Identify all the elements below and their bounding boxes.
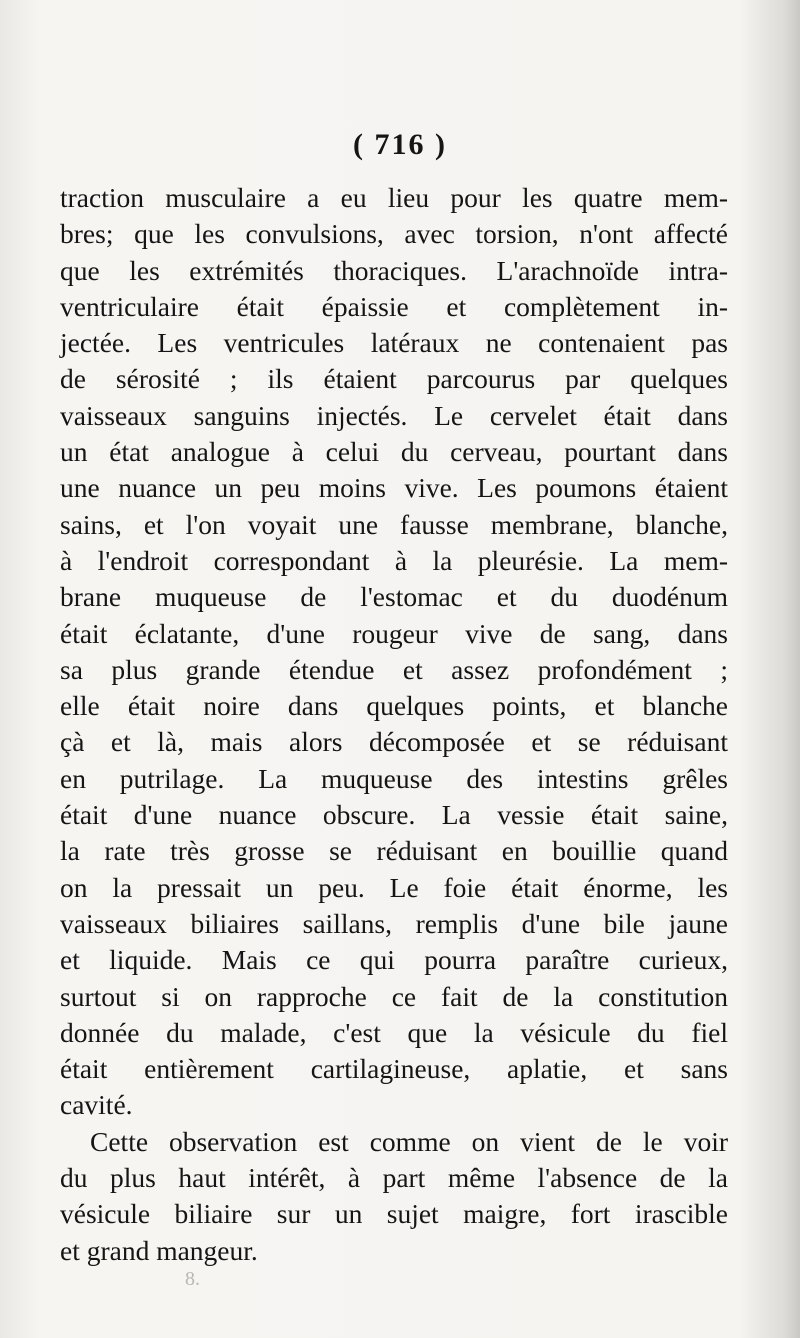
text-line: bres; que les convulsions, avec torsion, n'ont affecté xyxy=(60,218,728,250)
text-line: on la pressait un peu. Le foie était énorme, les xyxy=(60,871,728,903)
text-line: était entièrement cartilagineuse, aplatie, et sans xyxy=(60,1053,728,1085)
text-line: elle était noire dans quelques points, et blanche xyxy=(60,690,728,722)
text-line: la rate très grosse se réduisant en bouillie quand xyxy=(60,835,728,867)
text-line: sa plus grande étendue et assez profondément ; xyxy=(60,653,728,685)
paragraph-2 xyxy=(60,1124,728,1269)
text-line: ventriculaire était épaissie et complètement in- xyxy=(60,290,728,322)
text-line: en putrilage. La muqueuse des intestins grêles xyxy=(60,762,728,794)
page-number: ( 716 ) xyxy=(353,128,447,161)
text-line: sains, et l'on voyait une fausse membrane, blanche, xyxy=(60,508,728,540)
text-line: traction musculaire a eu lieu pour les quatre mem- xyxy=(60,182,728,213)
text-line: vaisseaux biliaires saillans, remplis d'une bile jaune xyxy=(60,907,728,939)
text-line: jectée. Les ventricules latéraux ne contenaient pas xyxy=(60,327,728,359)
text-line: du plus haut intérêt, à part même l'absence de la xyxy=(60,1162,728,1194)
text-line: que les extrémités thoraciques. L'arachnoïde intra- xyxy=(60,254,728,286)
text-line: à l'endroit correspondant à la pleurésie. La mem- xyxy=(60,544,728,576)
text-line: brane muqueuse de l'estomac et du duodénum xyxy=(60,581,728,613)
paragraph-1 xyxy=(60,180,728,1124)
body-text xyxy=(60,180,728,1269)
text-line: de sérosité ; ils étaient parcourus par quelques xyxy=(60,363,728,395)
text-line: vaisseaux sanguins injectés. Le cervelet était dans xyxy=(60,399,728,431)
text-line: cavité. xyxy=(60,1089,133,1121)
text-line: et liquide. Mais ce qui pourra paraître curieux, xyxy=(60,944,728,976)
text-line: et grand mangeur. xyxy=(60,1234,258,1266)
text-line: donnée du malade, c'est que la vésicule du fiel xyxy=(60,1016,728,1048)
text-line: vésicule biliaire sur un sujet maigre, fort irascible xyxy=(60,1198,728,1230)
text-line: un état analogue à celui du cerveau, pourtant dans xyxy=(60,436,728,468)
text-line: était d'une nuance obscure. La vessie était saine, xyxy=(60,799,728,831)
text-line: surtout si on rapproche ce fait de la constitution xyxy=(60,980,728,1012)
signature-mark: 8. xyxy=(185,1268,200,1290)
text-line: Cette observation est comme on vient de le voir xyxy=(90,1125,728,1157)
text-line: était éclatante, d'une rougeur vive de sang, dans xyxy=(60,617,728,649)
text-line: une nuance un peu moins vive. Les poumons étaient xyxy=(60,472,728,504)
text-line: çà et là, mais alors décomposée et se réduisant xyxy=(60,726,728,758)
